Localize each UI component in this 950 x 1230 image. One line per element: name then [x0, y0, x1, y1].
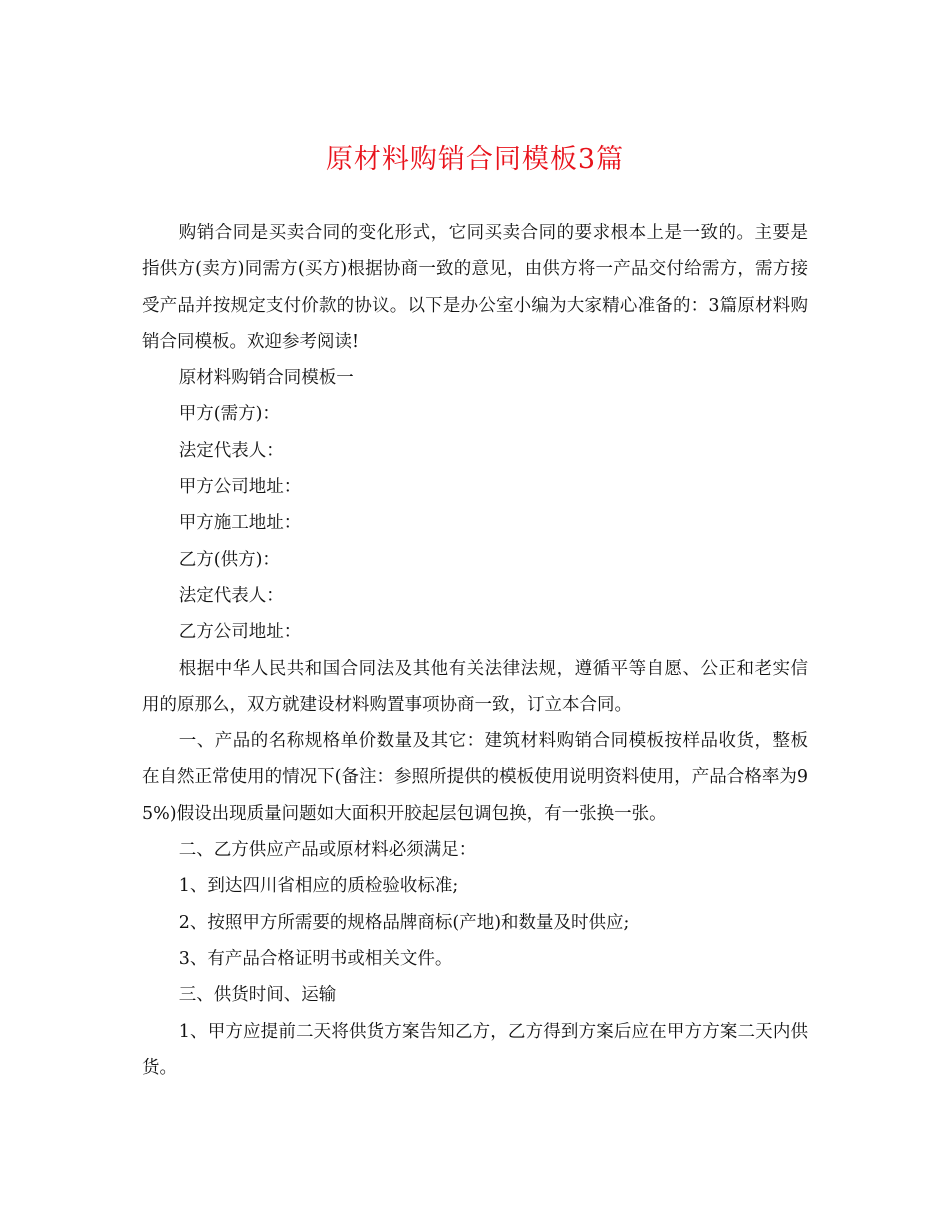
clause-one-paragraph: 一、产品的名称规格单价数量及其它：建筑材料购销合同模板按样品收货，整板在自然正常使用的情况下(备注：参照所提供的模板使用说明资料使用，产品合格率为95%)假设出现质量问题如大面积开胶起层包调包换，有一张换一张。 — [142, 731, 808, 824]
party-a-label: 甲方(需方)： — [178, 404, 280, 425]
clause-three-item-1: 1、甲方应提前二天将供货方案告知乙方，乙方得到方案后应在甲方方案二天内供货。 — [142, 1021, 808, 1078]
party-a-representative-label: 法定代表人： — [178, 440, 284, 461]
clause-two-heading: 二、乙方供应产品或原材料必须满足： — [178, 840, 477, 861]
party-b-label: 乙方(供方)： — [178, 549, 280, 570]
preamble-paragraph: 根据中华人民共和国合同法及其他有关法律法规，遵循平等自愿、公正和老实信用的原那么，双方就建设材料购置事项协商一致，订立本合同。 — [142, 658, 808, 715]
clause-two-item-2: 2、按照甲方所需要的规格品牌商标(产地)和数量及时供应; — [178, 912, 630, 933]
clause-three-heading: 三、供货时间、运输 — [178, 985, 337, 1006]
intro-paragraph: 购销合同是买卖合同的变化形式，它同买卖合同的要求根本上是一致的。主要是指供方(卖方)同需方(买方)根据协商一致的意见，由供方将一产品交付给需方，需方接受产品并按规定支付价款的协议。以下是办公室小编为大家精心准备的：3篇原材料购销合同模板。欢迎参考阅读! — [142, 223, 808, 352]
document-title: 原材料购销合同模板3篇 — [325, 144, 625, 175]
party-b-company-address-label: 乙方公司地址： — [178, 622, 302, 643]
document-body — [142, 215, 808, 1086]
clause-two-item-1: 1、到达四川省相应的质检验收标准; — [178, 876, 459, 897]
template-one-heading: 原材料购销合同模板一 — [178, 368, 354, 389]
party-a-company-address-label: 甲方公司地址： — [178, 477, 302, 498]
party-b-representative-label: 法定代表人： — [178, 585, 284, 606]
clause-two-item-3: 3、有产品合格证明书或相关文件。 — [178, 948, 453, 969]
party-a-construction-address-label: 甲方施工地址： — [178, 513, 302, 534]
